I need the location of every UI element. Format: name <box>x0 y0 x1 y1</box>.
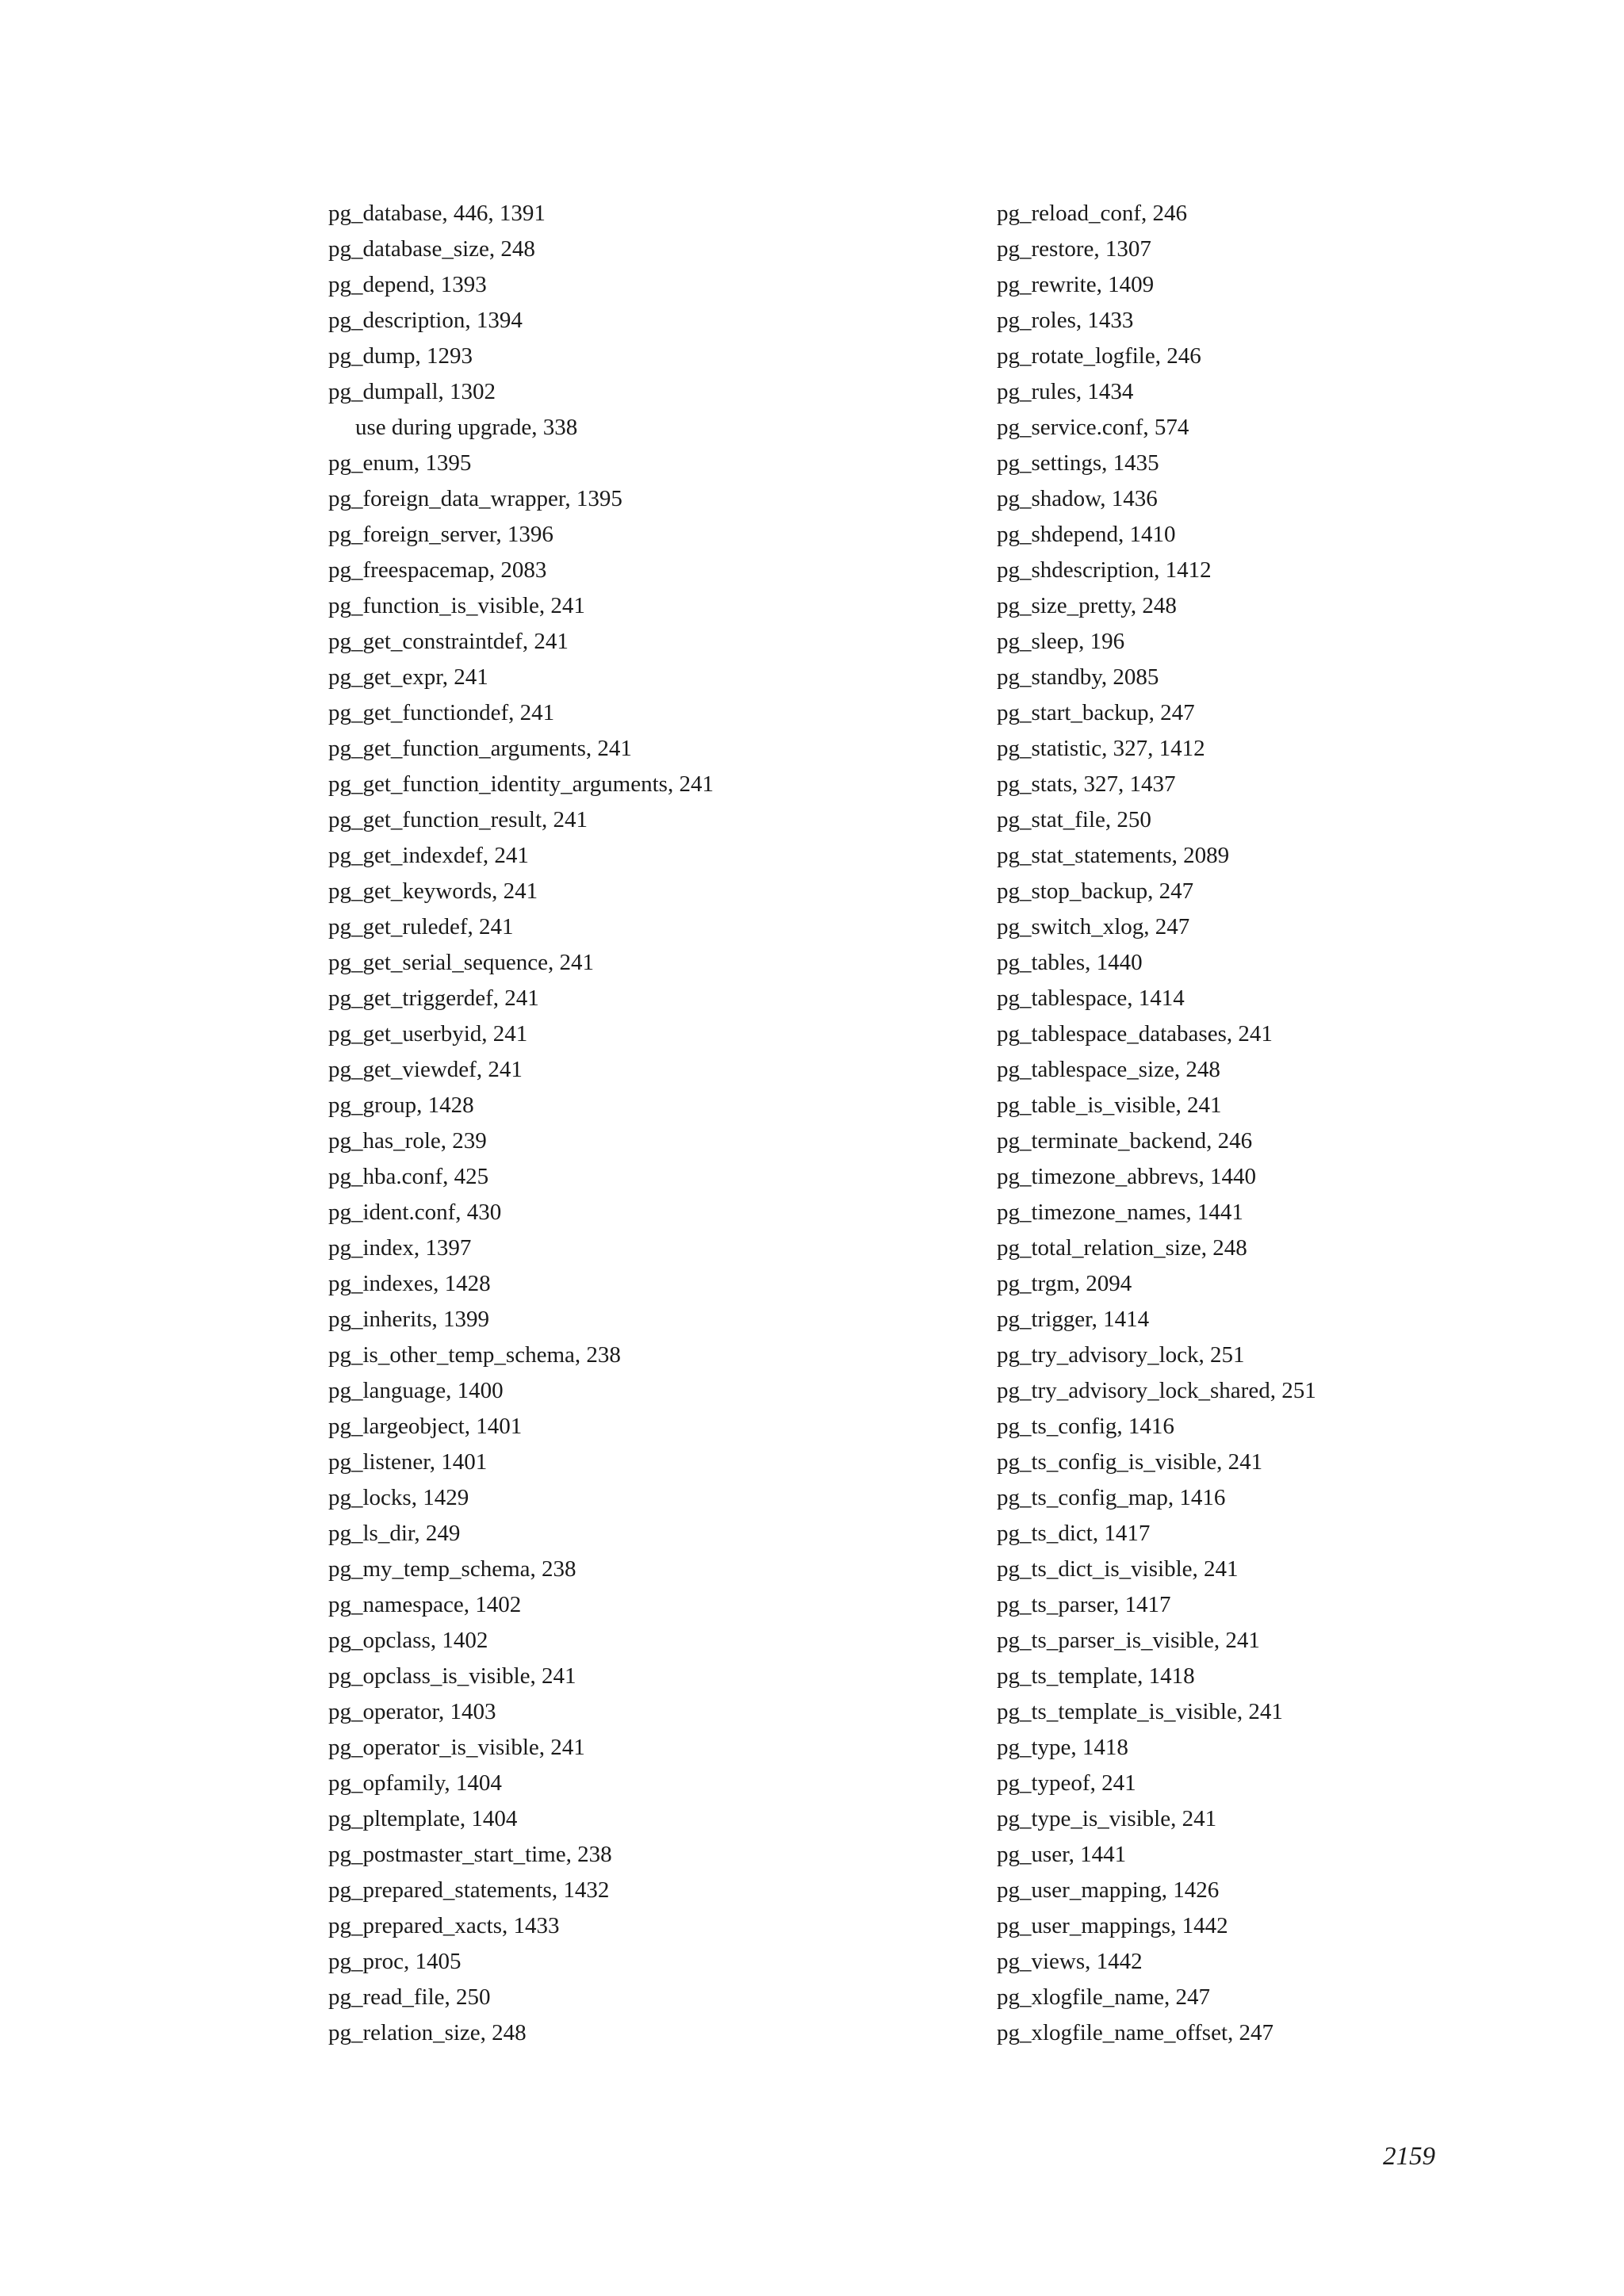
index-entry: pg_ts_dict_is_visible, 241 <box>997 1556 1239 1582</box>
index-entry: pg_try_advisory_lock_shared, 251 <box>997 1378 1316 1403</box>
index-column-right <box>997 196 1615 2051</box>
index-entry: pg_is_other_temp_schema, 238 <box>328 1342 621 1368</box>
index-entry: pg_opclass_is_visible, 241 <box>328 1663 576 1689</box>
index-entry: pg_prepared_xacts, 1433 <box>328 1913 560 1938</box>
index-entry: pg_standby, 2085 <box>997 664 1159 690</box>
index-entry: pg_ts_dict, 1417 <box>997 1521 1151 1546</box>
index-entry: pg_type, 1418 <box>997 1735 1128 1760</box>
index-entry: pg_stat_statements, 2089 <box>997 843 1230 868</box>
page-number: 2159 <box>1383 2142 1435 2171</box>
index-entry: pg_stat_file, 250 <box>997 807 1151 832</box>
index-entry: pg_start_backup, 247 <box>997 700 1195 725</box>
index-entry: pg_ts_parser_is_visible, 241 <box>997 1628 1260 1653</box>
index-entry: pg_sleep, 196 <box>997 629 1125 654</box>
index-entry: pg_dumpall, 1302 <box>328 379 496 404</box>
index-entry: pg_restore, 1307 <box>997 236 1151 262</box>
index-entry: pg_views, 1442 <box>997 1949 1143 1974</box>
index-entry: pg_xlogfile_name, 247 <box>997 1984 1211 2010</box>
index-entry: pg_rewrite, 1409 <box>997 272 1155 297</box>
index-entry: pg_database_size, 248 <box>328 236 535 262</box>
index-entry: pg_get_keywords, 241 <box>328 878 538 904</box>
index-entry: pg_ts_config_is_visible, 241 <box>997 1449 1263 1475</box>
index-entry: pg_statistic, 327, 1412 <box>997 736 1205 761</box>
index-entry: pg_tablespace_databases, 241 <box>997 1021 1273 1047</box>
index-entry: pg_tablespace_size, 248 <box>997 1057 1220 1082</box>
index-entry: pg_get_viewdef, 241 <box>328 1057 523 1082</box>
index-entry: pg_timezone_names, 1441 <box>997 1200 1243 1225</box>
index-entry: pg_depend, 1393 <box>328 272 487 297</box>
index-entry: pg_dump, 1293 <box>328 343 473 369</box>
index-entry: pg_group, 1428 <box>328 1093 474 1118</box>
index-entry: pg_xlogfile_name_offset, 247 <box>997 2020 1274 2045</box>
index-entry: pg_get_indexdef, 241 <box>328 843 529 868</box>
index-entry: pg_read_file, 250 <box>328 1984 491 2010</box>
index-entry: pg_get_serial_sequence, 241 <box>328 950 595 975</box>
index-entry: pg_reload_conf, 246 <box>997 201 1187 226</box>
index-entry: pg_service.conf, 574 <box>997 415 1189 440</box>
index-entry: pg_pltemplate, 1404 <box>328 1806 518 1831</box>
index-entry: pg_type_is_visible, 241 <box>997 1806 1217 1831</box>
index-entry: pg_index, 1397 <box>328 1235 472 1261</box>
index-entry: pg_terminate_backend, 246 <box>997 1128 1253 1154</box>
index-entry: pg_ts_parser, 1417 <box>997 1592 1171 1617</box>
index-entry: pg_get_function_identity_arguments, 241 <box>328 771 714 797</box>
index-entry: pg_my_temp_schema, 238 <box>328 1556 576 1582</box>
index-entry: pg_user_mapping, 1426 <box>997 1877 1220 1903</box>
index-entry: pg_foreign_server, 1396 <box>328 522 553 547</box>
index-entry: pg_ls_dir, 249 <box>328 1521 461 1546</box>
index-entry: pg_prepared_statements, 1432 <box>328 1877 610 1903</box>
index-entry: pg_listener, 1401 <box>328 1449 488 1475</box>
index-entry: pg_proc, 1405 <box>328 1949 462 1974</box>
index-entry: pg_typeof, 241 <box>997 1770 1136 1796</box>
index-entry: pg_tablespace, 1414 <box>997 985 1185 1011</box>
index-entry: pg_roles, 1433 <box>997 308 1134 333</box>
index-entry: pg_database, 446, 1391 <box>328 201 546 226</box>
index-entry: pg_tables, 1440 <box>997 950 1143 975</box>
index-entry: pg_timezone_abbrevs, 1440 <box>997 1164 1256 1189</box>
index-entry: pg_shadow, 1436 <box>997 486 1158 511</box>
index-entry: pg_stats, 327, 1437 <box>997 771 1176 797</box>
index-entry: pg_opclass, 1402 <box>328 1628 488 1653</box>
index-entry: pg_locks, 1429 <box>328 1485 469 1510</box>
index-entry: pg_has_role, 239 <box>328 1128 487 1154</box>
index-entry: pg_inherits, 1399 <box>328 1307 489 1332</box>
index-entry: pg_user_mappings, 1442 <box>997 1913 1228 1938</box>
index-entry: pg_get_triggerdef, 241 <box>328 985 539 1011</box>
index-entry: pg_stop_backup, 247 <box>997 878 1194 904</box>
index-entry: pg_trigger, 1414 <box>997 1307 1150 1332</box>
index-entry: pg_namespace, 1402 <box>328 1592 522 1617</box>
index-entry: pg_user, 1441 <box>997 1842 1127 1867</box>
index-entry: pg_size_pretty, 248 <box>997 593 1177 618</box>
index-entry: pg_get_ruledef, 241 <box>328 914 514 939</box>
index-entry: pg_rules, 1434 <box>997 379 1134 404</box>
index-entry: pg_description, 1394 <box>328 308 523 333</box>
index-entry: pg_settings, 1435 <box>997 450 1159 476</box>
index-entry: pg_ts_config, 1416 <box>997 1414 1174 1439</box>
index-entry: pg_get_function_result, 241 <box>328 807 588 832</box>
index-entry: pg_get_constraintdef, 241 <box>328 629 569 654</box>
index-entry: pg_function_is_visible, 241 <box>328 593 585 618</box>
index-entry: pg_rotate_logfile, 246 <box>997 343 1201 369</box>
index-entry: pg_ts_config_map, 1416 <box>997 1485 1226 1510</box>
index-entry: pg_foreign_data_wrapper, 1395 <box>328 486 622 511</box>
index-column-left <box>328 196 963 2051</box>
index-entry: pg_operator_is_visible, 241 <box>328 1735 585 1760</box>
index-entry: pg_table_is_visible, 241 <box>997 1093 1222 1118</box>
index-entry: pg_ident.conf, 430 <box>328 1200 502 1225</box>
index-entry: pg_relation_size, 248 <box>328 2020 527 2045</box>
index-entry: pg_operator, 1403 <box>328 1699 496 1724</box>
index-subentry: use during upgrade, 338 <box>355 415 578 440</box>
index-entry: pg_postmaster_start_time, 238 <box>328 1842 612 1867</box>
index-entry: pg_indexes, 1428 <box>328 1271 491 1296</box>
index-entry: pg_try_advisory_lock, 251 <box>997 1342 1245 1368</box>
index-entry: pg_ts_template_is_visible, 241 <box>997 1699 1283 1724</box>
index-entry: pg_get_userbyid, 241 <box>328 1021 528 1047</box>
index-entry: pg_total_relation_size, 248 <box>997 1235 1247 1261</box>
index-entry: pg_hba.conf, 425 <box>328 1164 489 1189</box>
index-entry: pg_shdepend, 1410 <box>997 522 1176 547</box>
index-entry: pg_get_functiondef, 241 <box>328 700 555 725</box>
index-entry: pg_enum, 1395 <box>328 450 472 476</box>
index-entry: pg_ts_template, 1418 <box>997 1663 1195 1689</box>
index-entry: pg_shdescription, 1412 <box>997 557 1212 583</box>
index-entry: pg_get_expr, 241 <box>328 664 488 690</box>
index-entry: pg_trgm, 2094 <box>997 1271 1132 1296</box>
index-entry: pg_largeobject, 1401 <box>328 1414 523 1439</box>
index-entry: pg_language, 1400 <box>328 1378 504 1403</box>
index-entry: pg_opfamily, 1404 <box>328 1770 502 1796</box>
index-entry: pg_switch_xlog, 247 <box>997 914 1190 939</box>
index-entry: pg_get_function_arguments, 241 <box>328 736 632 761</box>
index-entry: pg_freespacemap, 2083 <box>328 557 547 583</box>
